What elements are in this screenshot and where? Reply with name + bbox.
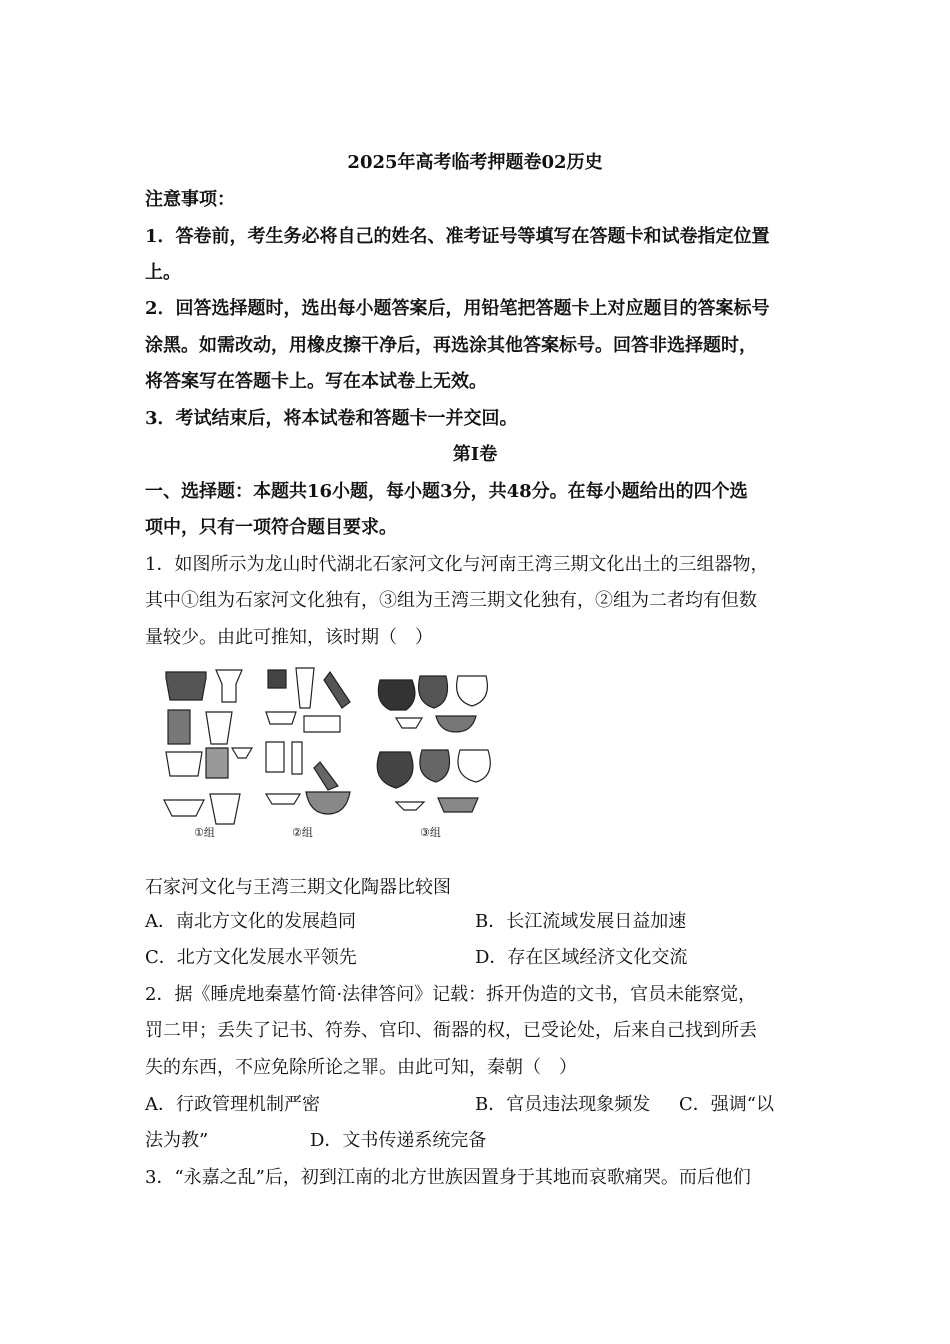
- q1-stem-cont2: 量较少。由此可推知，该时期（ ）: [145, 627, 433, 648]
- page-title: 2025年高考临考押题卷02历史: [347, 152, 603, 173]
- notice-item-2: 2．回答选择题时，选出每小题答案后，用铅笔把答题卡上对应题目的答案标号: [145, 298, 770, 319]
- notice-item-2-cont2: 将答案写在答题卡上。写在本试卷上无效。: [145, 371, 487, 392]
- q1-option-a[interactable]: A．南北方文化的发展趋同: [145, 911, 356, 932]
- q2-stem: 2．据《睡虎地秦墓竹简·法律答问》记载：拆开伪造的文书，官员未能察觉，: [145, 984, 757, 1005]
- q2-option-b[interactable]: B．官员违法现象频发: [475, 1094, 651, 1115]
- q2-option-c-cont[interactable]: 法为教”: [145, 1130, 209, 1151]
- q2-option-c[interactable]: C．强调“以: [679, 1094, 774, 1115]
- section-title: 第Ⅰ卷: [452, 444, 498, 465]
- group-3-vessels: [377, 676, 490, 812]
- q3-stem: 3．“永嘉之乱”后，初到江南的北方世族因置身于其地而哀歌痛哭。而后他们: [145, 1167, 751, 1188]
- q2-option-a[interactable]: A．行政管理机制严密: [145, 1094, 320, 1115]
- part-one-instructions-cont: 项中，只有一项符合题目要求。: [145, 517, 397, 538]
- notice-item-3: 3．考试结束后，将本试卷和答题卡一并交回。: [145, 408, 518, 429]
- group-2-label: ②组: [292, 826, 313, 839]
- q1-stem-cont: 其中①组为石家河文化独有，③组为王湾三期文化独有，②组为二者均有但数: [145, 590, 757, 611]
- notice-item-2-cont: 涂黑。如需改动，用橡皮擦干净后，再选涂其他答案标号。回答非选择题时，: [145, 335, 757, 356]
- group-1-label: ①组: [194, 826, 215, 839]
- notice-item-1-cont: 上。: [145, 262, 181, 283]
- q1-figure-caption: 石家河文化与王湾三期文化陶器比较图: [145, 877, 451, 898]
- q1-option-d[interactable]: D．存在区域经济文化交流: [475, 947, 688, 968]
- group-3-label: ③组: [420, 826, 441, 839]
- part-one-instructions: 一、选择题：本题共16小题，每小题3分，共48分。在每小题给出的四个选: [145, 481, 748, 502]
- q1-stem: 1．如图所示为龙山时代湖北石家河文化与河南王湾三期文化出土的三组器物，: [145, 554, 769, 575]
- q2-stem-cont: 罚二甲；丢失了记书、符券、官印、衙器的权，已受论处，后来自己找到所丢: [145, 1020, 757, 1041]
- pottery-comparison-figure: [158, 662, 503, 842]
- q2-option-d[interactable]: D．文书传递系统完备: [310, 1130, 487, 1151]
- q2-stem-cont2: 失的东西，不应免除所论之罪。由此可知，秦朝（ ）: [145, 1057, 577, 1078]
- group-1-vessels: [164, 670, 252, 824]
- notice-heading: 注意事项：: [145, 189, 235, 210]
- q1-option-c[interactable]: C．北方文化发展水平领先: [145, 947, 357, 968]
- q1-option-b[interactable]: B．长江流域发展日益加速: [475, 911, 687, 932]
- group-2-vessels: [266, 668, 350, 814]
- notice-item-1: 1．答卷前，考生务必将自己的姓名、准考证号等填写在答题卡和试卷指定位置: [145, 226, 770, 247]
